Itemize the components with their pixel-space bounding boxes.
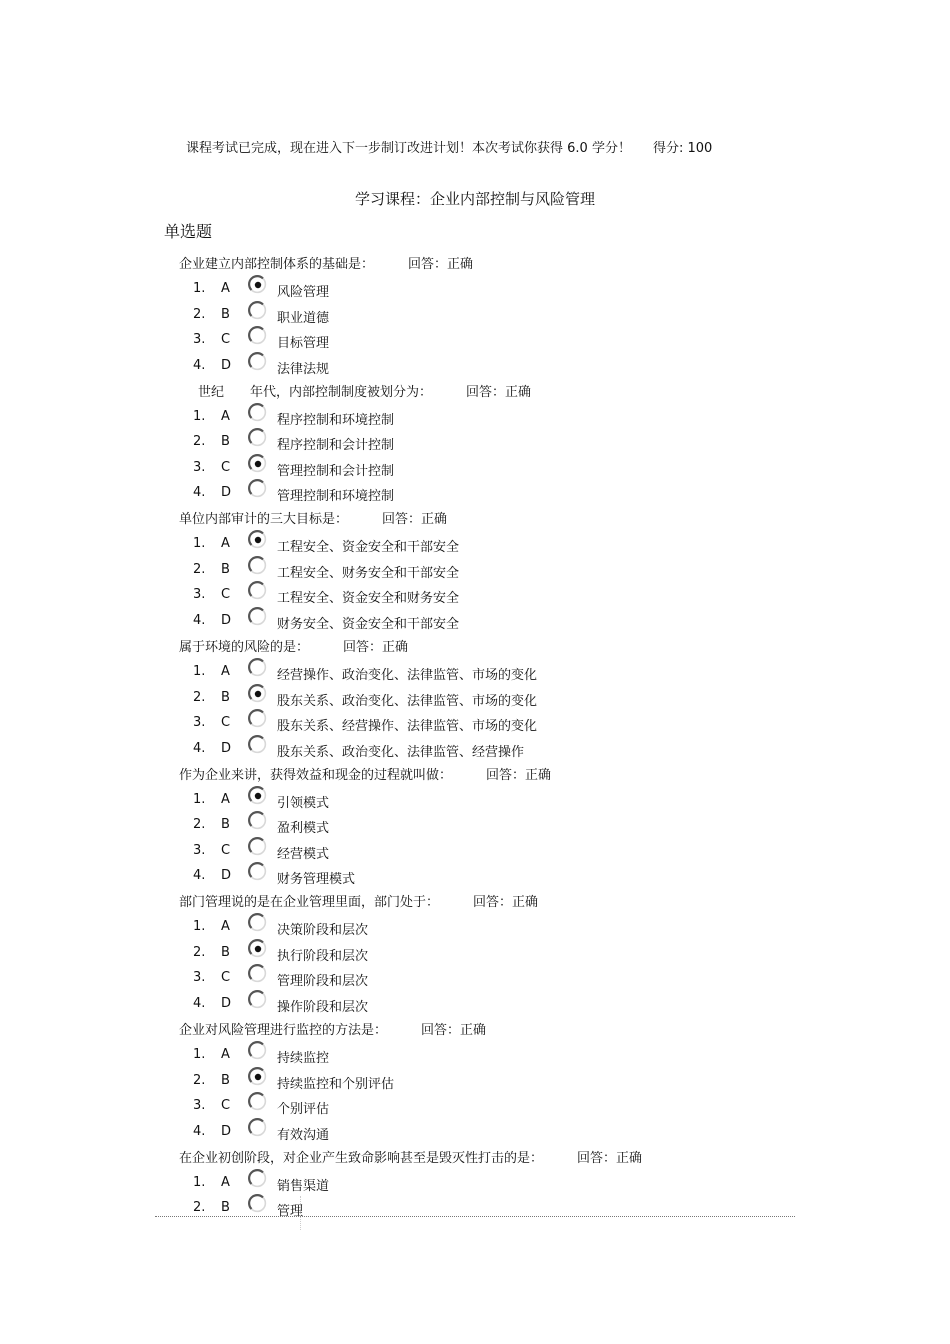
option-number: 3. [193, 587, 206, 603]
option-label: 盈利模式 [277, 821, 330, 837]
question-block [0, 761, 950, 889]
option-row [0, 584, 950, 610]
question-text: 作为企业来讲，获得效益和现金的过程就叫做： [179, 767, 453, 783]
option-letter: D [221, 1123, 232, 1139]
question-block [0, 633, 950, 761]
option-row [0, 304, 950, 330]
question-block [0, 505, 950, 633]
option-letter: A [221, 791, 230, 807]
option-row [0, 355, 950, 381]
option-number: 1. [193, 408, 206, 424]
option-number: 2. [193, 817, 206, 833]
option-number: 3. [193, 970, 206, 986]
question-stem [179, 1019, 486, 1038]
question-stem [179, 1147, 642, 1166]
option-letter: B [221, 817, 230, 833]
answer-result: 回答：正确 [408, 257, 474, 272]
option-number: 2. [193, 1200, 206, 1216]
option-number: 4. [193, 1123, 206, 1139]
option-row [0, 406, 950, 432]
option-letter: C [221, 970, 231, 986]
option-row [0, 865, 950, 891]
question-stem [179, 891, 538, 910]
course-title: 学习课程：企业内部控制与风险管理 [354, 190, 595, 208]
option-label: 股东关系、政治变化、法律监管、市场的变化 [277, 693, 538, 709]
answer-result: 回答：正确 [421, 1023, 487, 1039]
option-letter: A [221, 536, 230, 552]
option-number: 3. [193, 1098, 206, 1114]
radio-unselected-icon[interactable] [248, 428, 268, 448]
radio-unselected-icon[interactable] [248, 811, 268, 831]
option-row [0, 1197, 950, 1223]
option-row [0, 993, 950, 1019]
option-letter: D [221, 357, 232, 373]
option-letter: D [221, 995, 232, 1011]
option-label: 有效沟通 [277, 1127, 330, 1143]
option-number: 3. [193, 459, 206, 475]
radio-unselected-icon[interactable] [248, 326, 268, 346]
option-letter: B [221, 434, 230, 450]
option-letter: B [221, 944, 230, 960]
option-row [0, 1070, 950, 1096]
option-label: 工程安全、财务安全和干部安全 [277, 565, 460, 581]
radio-unselected-icon[interactable] [248, 709, 268, 729]
option-label: 个别评估 [277, 1102, 330, 1118]
option-row [0, 840, 950, 866]
radio-unselected-icon[interactable] [248, 1118, 268, 1138]
option-row [0, 1044, 950, 1070]
option-row [0, 533, 950, 559]
option-label: 财务安全、资金安全和干部安全 [277, 616, 460, 632]
option-label: 股东关系、政治变化、法律监管、经营操作 [277, 744, 525, 760]
option-number: 2. [193, 689, 206, 705]
option-number: 2. [193, 434, 206, 450]
option-label: 持续监控 [277, 1051, 330, 1067]
option-number: 1. [193, 791, 206, 807]
option-label: 引领模式 [277, 795, 330, 811]
option-label: 决策阶段和层次 [277, 923, 369, 939]
option-label: 操作阶段和层次 [277, 999, 369, 1015]
option-label: 程序控制和环境控制 [277, 412, 395, 428]
option-row [0, 687, 950, 713]
question-stem [179, 636, 408, 655]
option-number: 1. [193, 1047, 206, 1063]
option-letter: C [221, 715, 231, 731]
option-letter: A [221, 664, 230, 680]
answer-result: 回答：正确 [343, 640, 409, 656]
column-divider [300, 1196, 301, 1230]
radio-unselected-icon[interactable] [248, 658, 268, 678]
option-row [0, 559, 950, 585]
option-label: 管理 [277, 1204, 304, 1220]
option-label: 法律法规 [277, 361, 330, 377]
radio-selected-icon[interactable] [248, 939, 268, 959]
option-letter: D [221, 485, 232, 501]
radio-unselected-icon[interactable] [248, 1041, 268, 1061]
option-label: 股东关系、经营操作、法律监管、市场的变化 [277, 719, 538, 735]
answer-result: 回答：正确 [486, 767, 552, 783]
option-row [0, 712, 950, 738]
radio-unselected-icon[interactable] [248, 837, 268, 857]
option-number: 4. [193, 485, 206, 501]
question-text: 在企业初创阶段，对企业产生致命影响甚至是毁灭性打击的是： [179, 1150, 544, 1166]
option-number: 3. [193, 715, 206, 731]
exam-status-line [186, 137, 712, 156]
option-row [0, 814, 950, 840]
option-letter: B [221, 1072, 230, 1088]
option-row [0, 457, 950, 483]
option-letter: A [221, 408, 230, 424]
question-text: 属于环境的风险的是： [179, 640, 310, 656]
radio-unselected-icon[interactable] [248, 1169, 268, 1189]
option-letter: D [221, 612, 232, 628]
option-label: 工程安全、资金安全和干部安全 [277, 540, 460, 556]
option-row [0, 967, 950, 993]
radio-selected-icon[interactable] [248, 275, 268, 295]
option-label: 工程安全、资金安全和财务安全 [277, 591, 460, 607]
option-label: 风险管理 [277, 285, 330, 300]
option-letter: B [221, 1200, 230, 1216]
option-row [0, 610, 950, 636]
option-number: 1. [193, 1174, 206, 1190]
option-letter: C [221, 587, 231, 603]
radio-unselected-icon[interactable] [248, 735, 268, 755]
exam-complete-message: 课程考试已完成，现在进入下一步制订改进计划！本次考试你获得 6.0 学分！ [186, 141, 631, 156]
option-label: 执行阶段和层次 [277, 948, 369, 964]
radio-selected-icon[interactable] [248, 1067, 268, 1087]
option-letter: C [221, 1098, 231, 1114]
option-letter: A [221, 1047, 230, 1063]
question-block [0, 1016, 950, 1144]
option-letter: B [221, 561, 230, 577]
radio-unselected-icon[interactable] [248, 403, 268, 423]
option-number: 4. [193, 612, 206, 628]
option-row [0, 329, 950, 355]
question-list [0, 250, 950, 1272]
radio-selected-icon[interactable] [248, 684, 268, 704]
option-row [0, 661, 950, 687]
option-letter: D [221, 740, 232, 756]
option-label: 经营操作、政治变化、法律监管、市场的变化 [277, 668, 538, 684]
option-label: 管理阶段和层次 [277, 974, 369, 990]
radio-unselected-icon[interactable] [248, 862, 268, 882]
radio-unselected-icon[interactable] [248, 607, 268, 627]
option-row [0, 738, 950, 764]
option-number: 4. [193, 357, 206, 373]
option-letter: C [221, 332, 231, 347]
option-number: 4. [193, 995, 206, 1011]
option-number: 2. [193, 944, 206, 960]
option-row [0, 482, 950, 508]
radio-selected-icon[interactable] [248, 530, 268, 550]
question-text: 企业建立内部控制体系的基础是： [179, 257, 375, 272]
option-letter: D [221, 868, 232, 884]
question-text: 企业对风险管理进行监控的方法是： [179, 1023, 388, 1039]
question-stem [179, 253, 473, 272]
question-text: 单位内部审计的三大目标是： [179, 512, 349, 528]
page-divider [155, 1216, 795, 1217]
option-number: 3. [193, 332, 206, 347]
radio-unselected-icon[interactable] [248, 301, 268, 321]
option-letter: B [221, 306, 230, 322]
radio-unselected-icon[interactable] [248, 1194, 268, 1214]
option-number: 1. [193, 536, 206, 552]
option-number: 1. [193, 919, 206, 935]
option-label: 经营模式 [277, 846, 330, 862]
option-label: 职业道德 [277, 310, 330, 326]
option-row [0, 278, 950, 304]
question-stem [179, 764, 551, 783]
answer-result: 回答：正确 [473, 895, 539, 911]
radio-unselected-icon[interactable] [248, 479, 268, 499]
option-letter: A [221, 919, 230, 935]
option-row [0, 789, 950, 815]
answer-result: 回答：正确 [382, 512, 448, 528]
question-block [0, 888, 950, 1016]
option-number: 4. [193, 868, 206, 884]
option-letter: B [221, 689, 230, 705]
option-number: 4. [193, 740, 206, 756]
option-letter: C [221, 842, 231, 858]
radio-unselected-icon[interactable] [248, 1092, 268, 1112]
option-label: 程序控制和会计控制 [277, 438, 395, 454]
option-row [0, 1172, 950, 1198]
option-number: 3. [193, 842, 206, 858]
option-letter: A [221, 1174, 230, 1190]
option-label: 管理控制和环境控制 [277, 489, 395, 505]
question-block [0, 1144, 950, 1272]
radio-unselected-icon[interactable] [248, 556, 268, 576]
question-block [0, 378, 950, 506]
question-stem [198, 381, 531, 400]
option-row [0, 1121, 950, 1147]
option-number: 2. [193, 306, 206, 322]
option-letter: A [221, 281, 230, 296]
option-label: 管理控制和会计控制 [277, 463, 395, 479]
answer-result: 回答：正确 [466, 384, 532, 400]
radio-unselected-icon[interactable] [248, 352, 268, 372]
option-label: 销售渠道 [277, 1178, 330, 1194]
radio-selected-icon[interactable] [248, 786, 268, 806]
option-row [0, 916, 950, 942]
radio-unselected-icon[interactable] [248, 964, 268, 984]
radio-selected-icon[interactable] [248, 454, 268, 474]
radio-unselected-icon[interactable] [248, 581, 268, 601]
option-label: 持续监控和个别评估 [277, 1076, 395, 1092]
question-text: 部门管理说的是在企业管理里面，部门处于： [179, 895, 440, 911]
question-block [0, 250, 950, 378]
option-row [0, 942, 950, 968]
option-number: 1. [193, 281, 206, 296]
option-number: 2. [193, 1072, 206, 1088]
option-number: 1. [193, 664, 206, 680]
radio-unselected-icon[interactable] [248, 990, 268, 1010]
option-number: 2. [193, 561, 206, 577]
radio-unselected-icon[interactable] [248, 913, 268, 933]
option-row [0, 431, 950, 457]
section-title: 单选题 [164, 222, 213, 241]
question-text: 世纪 年代，内部控制制度被划分为： [198, 384, 433, 400]
option-label: 财务管理模式 [277, 872, 356, 888]
option-letter: C [221, 459, 231, 475]
exam-score: 得分: 100 [652, 141, 713, 156]
option-row [0, 1095, 950, 1121]
question-stem [179, 508, 447, 527]
option-label: 目标管理 [277, 336, 330, 351]
answer-result: 回答：正确 [577, 1150, 643, 1166]
